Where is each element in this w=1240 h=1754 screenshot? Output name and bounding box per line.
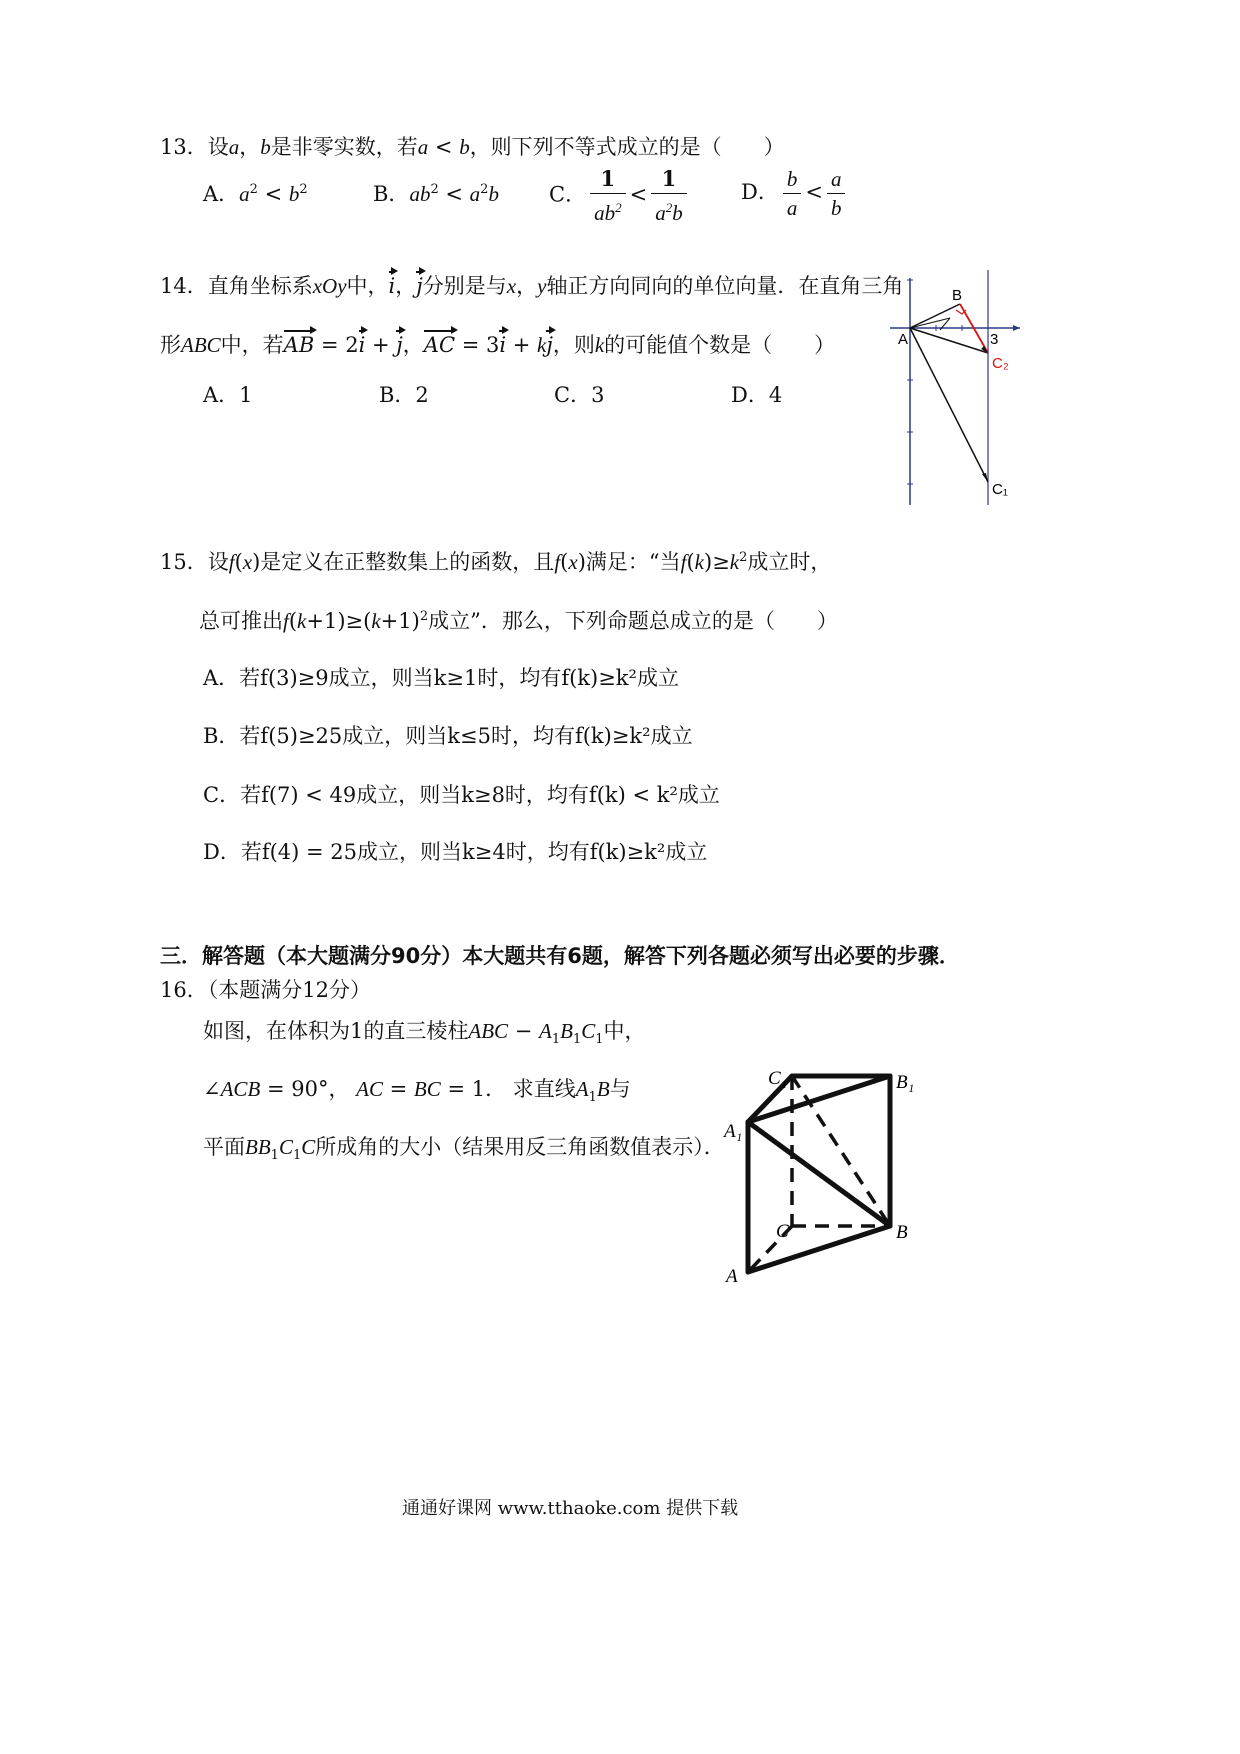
q16-line3: 平面$BB_1C_1C$所成角的大小（结果用反三角函数值表示）． xyxy=(203,1135,725,1164)
q16-line2: ∠ACB = 90°， AC = BC = 1． 求直线$A_1B$与 xyxy=(203,1077,631,1106)
page-footer: 通通好课网 www.tthaoke.com 提供下载 xyxy=(402,1498,739,1519)
q14-option-c: C．3 xyxy=(554,383,605,407)
label-b1: B₁ xyxy=(896,1072,915,1093)
q14-figure xyxy=(880,270,1030,510)
q13-option-a: A．$a^2 < b^2$ xyxy=(203,182,308,206)
q15-stem-line2: 总可推出$f(k+1)\ge(k+1)^2$成立”．那么，下列命题总成立的是（ ） xyxy=(199,609,838,633)
segment-ac1 xyxy=(910,328,988,482)
q15-stem-line1: 15．设f(x)是定义在正整数集上的函数，且f(x)满足：“当$f(k)\ge k^2$成立时， xyxy=(160,550,832,574)
q15-option-d: D．若f(4) = 25成立，则当k≥4时，均有f(k)≥k²成立 xyxy=(203,840,708,864)
q13-option-c: C． $\frac{1}{ab^2}$ < $\frac{1}{a^2b}$ xyxy=(549,165,691,227)
label-b: B xyxy=(896,1222,908,1243)
label-c: C xyxy=(776,1221,789,1242)
section-heading: 三．解答题（本大题满分90分）本大题共有6题，解答下列各题必须写出必要的步骤． xyxy=(160,944,960,968)
q16-number: 16．（本题满分12分） xyxy=(160,978,371,1002)
q14-option-a: A．1 xyxy=(203,383,253,407)
label-a1: A₁ xyxy=(724,1121,743,1142)
label-c1: C₁ xyxy=(768,1068,788,1089)
label-a: A xyxy=(898,331,909,348)
label-a: A xyxy=(726,1266,738,1287)
q15-option-b: B．若f(5)≥25成立，则当k≤5时，均有f(k)≥k²成立 xyxy=(203,724,693,748)
q13-option-b: B．$ab^2 < a^2b$ xyxy=(373,182,499,206)
q14-stem-line2: 形ABC中，若AB = 2i + j，AC = 3i + kj，则k的可能值个数是（ ） xyxy=(160,333,836,357)
label-c1: C₁ xyxy=(992,481,1008,498)
q14-option-d: D．4 xyxy=(731,383,783,407)
q16-prism-figure xyxy=(720,1060,930,1295)
q16-line1: 如图，在体积为1的直三棱柱ABC − $A_1B_1C_1$中， xyxy=(203,1019,646,1048)
segment-ab xyxy=(910,304,960,328)
q14-stem-line1: 14．直角坐标系xOy中，i，j分别是与x，y轴正方向同向的单位向量．在直角三角 xyxy=(160,274,904,298)
q13-option-d: D． $\frac{b}{a}$ < $\frac{a}{b}$ xyxy=(741,165,849,222)
q14-option-b: B．2 xyxy=(379,383,429,407)
label-c2: C₂ xyxy=(992,355,1009,372)
label-b: B xyxy=(952,287,963,304)
q13-stem: 13．设a，b是非零实数，若a < b，则下列不等式成立的是（ ） xyxy=(160,135,785,159)
q15-option-a: A．若f(3)≥9成立，则当k≥1时，均有f(k)≥k²成立 xyxy=(203,666,679,690)
small-triangle-side xyxy=(910,318,950,328)
label-3: 3 xyxy=(990,331,999,348)
q15-option-c: C．若f(7) < 49成立，则当k≥8时，均有f(k) < k²成立 xyxy=(203,783,720,807)
